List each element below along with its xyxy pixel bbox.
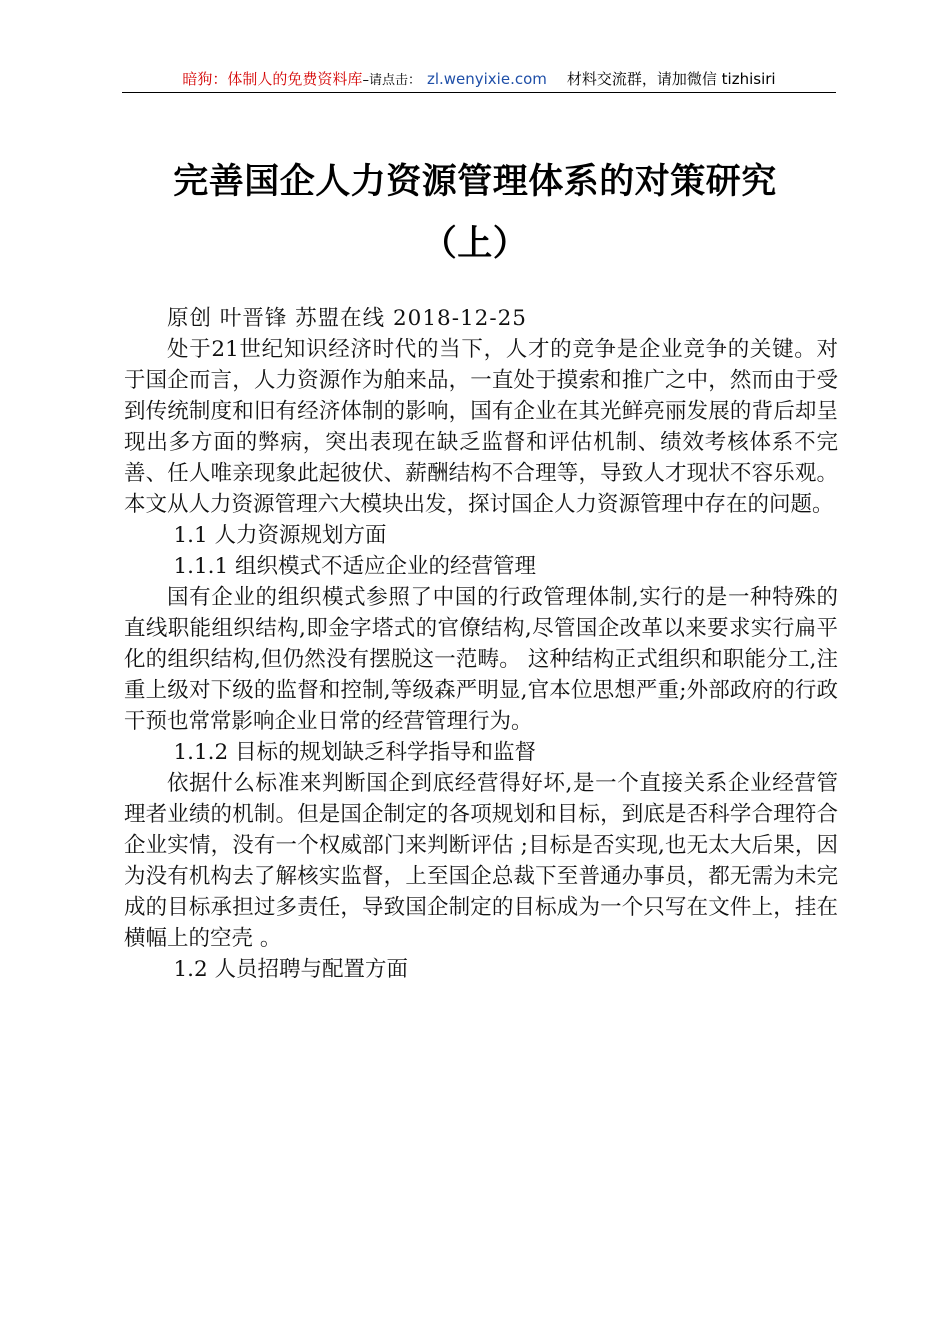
article-meta: 原创 叶晋锋 苏盟在线 2018-12-25	[167, 306, 527, 331]
section-heading-1-1-1: 1.1.1 组织模式不适应企业的经营管理	[173, 554, 536, 579]
header-url-link[interactable]: zl.wenyixie.com	[426, 70, 547, 88]
paragraph-1-1-2: 依据什么标准来判断国企到底经营得好坏,是一个直接关系企业经营管理者业绩的机制。但是国企制定的各项规划和目标，到底是否科学合理符合企业实情，没有一个权威部门来判断评估 ;目标是否实现,也无太大后果，因为没有机构去了解核实监督，上至国企总裁下至普通办事员，都无需为未完成的目标承担过多责任，导致国企制定的目标成为一个只写在文件上，挂在横幅上的空壳 。	[124, 771, 838, 951]
article-title: 完善国企人力资源管理体系的对策研究	[173, 161, 777, 202]
section-heading-1-2: 1.2 人员招聘与配置方面	[173, 957, 408, 982]
header-group-text: 材料交流群，请加微信 tizhisiri	[566, 70, 776, 88]
paragraph-1-1-1: 国有企业的组织模式参照了中国的行政管理体制,实行的是一种特殊的直线职能组织结构,即金字塔式的官僚结构,尽管国企改革以来要求实行扁平化的组织结构,但仍然没有摆脱这一范畴。 这种结构正式组织和职能分工,注重上级对下级的监督和控制,等级森严明显,官本位思想严重;外部政府的行政干预也常常影响企业日常的经营管理行为。	[124, 585, 838, 734]
header-promo-text: 暗狗：体制人的免费资料库	[182, 70, 363, 88]
section-heading-1-1: 1.1 人力资源规划方面	[173, 523, 387, 548]
page-header	[122, 66, 836, 93]
intro-paragraph: 处于21世纪知识经济时代的当下，人才的竞争是企业竞争的关键。对于国企而言，人力资源作为舶来品，一直处于摸索和推广之中，然而由于受到传统制度和旧有经济体制的影响，国有企业在其光鲜亮丽发展的背后却呈现出多方面的弊病，突出表现在缺乏监督和评估机制、绩效考核体系不完善、任人唯亲现象此起彼伏、薪酬结构不合理等，导致人才现状不容乐观。本文从人力资源管理六大模块出发，探讨国企人力资源管理中存在的问题。	[124, 337, 838, 517]
section-heading-1-1-2: 1.1.2 目标的规划缺乏科学指导和监督	[173, 740, 536, 765]
header-separator: –请点击：	[362, 73, 421, 88]
article-body	[124, 303, 838, 985]
article-title-part: （上）	[421, 223, 529, 264]
